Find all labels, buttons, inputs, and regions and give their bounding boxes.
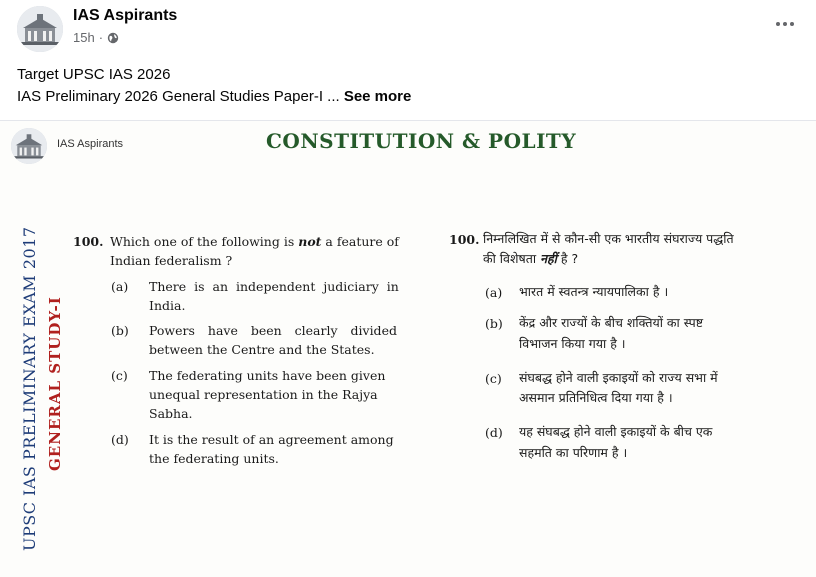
hindi-question — [0, 121, 816, 577]
option-c-label: (c) — [485, 371, 502, 386]
option-c-text-line-2: असमान प्रतिनिधित्व दिया गया है । — [519, 390, 673, 405]
question-text-part: की विशेषता — [483, 251, 537, 266]
question-text: निम्नलिखित में से कौन-सी एक भारतीय संघराज्य पद्धति — [483, 231, 734, 246]
watermark-name: IAS Aspirants — [57, 138, 124, 150]
option-b-text: केंद्र और राज्यों के बीच शक्तियों का स्पष्ट — [519, 315, 704, 330]
option-a-label: (a) — [485, 285, 503, 300]
option-d-text-line-2: सहमति का परिणाम है । — [519, 445, 628, 460]
question-text-part: है ? — [560, 251, 579, 266]
post-header — [0, 0, 816, 60]
question-number: 100. — [449, 232, 480, 247]
post-text — [17, 64, 411, 108]
option-c-text: The federating units have been given — [149, 368, 386, 383]
post-image[interactable] — [0, 121, 816, 577]
option-b-label: (b) — [111, 323, 129, 338]
question-emphasis: not — [298, 234, 322, 249]
post-text-line-2-content: IAS Preliminary 2026 General Studies Paper-I ... — [17, 88, 340, 105]
meta-separator: · — [98, 30, 104, 45]
option-b-text-line-2: between the Centre and the States. — [149, 342, 375, 357]
option-c-text-line-3: Sabha. — [149, 406, 193, 421]
question-text-line-2 — [483, 249, 578, 268]
see-more-link[interactable]: See more — [343, 88, 412, 105]
question-text-line-2: Indian federalism ? — [110, 253, 233, 268]
option-c-text: संघबद्ध होने वाली इकाइयों को राज्य सभा में — [519, 370, 718, 385]
option-b-label: (b) — [485, 316, 503, 331]
option-a-text-line-2: India. — [149, 298, 186, 313]
option-c-text-line-2: unequal representation in the Rajya — [149, 387, 378, 402]
question-emphasis: नहीं — [540, 251, 557, 266]
option-b-text-line-2: विभाजन किया गया है । — [519, 336, 626, 351]
question-number: 100. — [73, 234, 104, 249]
option-a-text: There is an independent judiciary in — [149, 279, 399, 294]
option-b-text: Powers have been clearly divided — [149, 323, 397, 338]
page-name-link[interactable]: IAS Aspirants — [73, 7, 178, 24]
globe-icon[interactable] — [107, 32, 119, 44]
more-options-icon — [790, 22, 794, 26]
side-text-exam: UPSC IAS PRELIMINARY EXAM 2017 — [20, 226, 39, 551]
post-time[interactable]: 15h — [73, 30, 95, 45]
more-options-icon — [776, 22, 780, 26]
question-text-part: Which one of the following is — [110, 234, 295, 249]
option-d-text: It is the result of an agreement among — [149, 432, 394, 447]
option-d-label: (d) — [485, 425, 503, 440]
option-c-label: (c) — [111, 368, 128, 383]
image-title: CONSTITUTION & POLITY — [266, 129, 577, 153]
more-options-icon — [783, 22, 787, 26]
option-d-label: (d) — [111, 432, 129, 447]
question-text-part: a feature of — [325, 234, 399, 249]
side-text-paper: GENERAL STUDY-I — [46, 296, 64, 471]
option-a-text: भारत में स्वतन्त्र न्यायपालिका है । — [519, 284, 669, 299]
option-a-label: (a) — [111, 279, 129, 294]
page-avatar[interactable] — [17, 6, 63, 52]
option-d-text: यह संघबद्ध होने वाली इकाइयों के बीच एक — [519, 424, 713, 439]
option-d-text-line-2: the federating units. — [149, 451, 279, 466]
building-logo-icon — [17, 6, 63, 52]
more-options-button[interactable] — [772, 14, 798, 34]
post-text-line-2 — [17, 86, 411, 108]
post-meta — [73, 30, 119, 45]
post-text-line-1: Target UPSC IAS 2026 — [17, 66, 171, 83]
